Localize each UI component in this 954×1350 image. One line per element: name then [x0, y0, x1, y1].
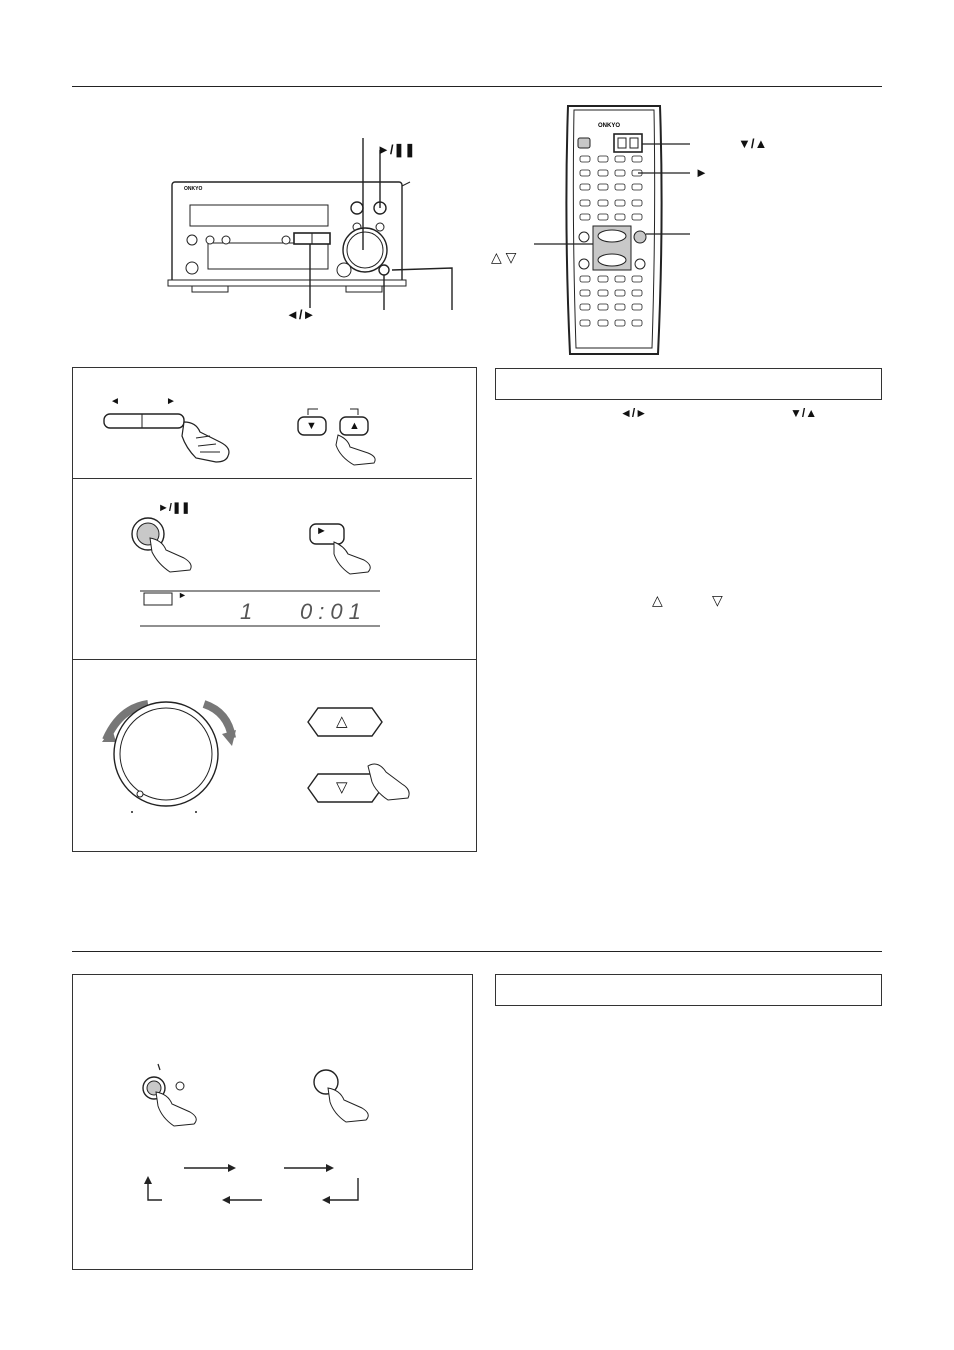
- main-unit-brand: ONKYO: [184, 186, 203, 192]
- top-rule: [72, 86, 882, 87]
- step1-left-symbol: ◄: [110, 396, 120, 407]
- repeat-remote-button: [312, 1066, 392, 1131]
- instructions-header-box: [495, 368, 882, 400]
- repeat-main-button: [138, 1062, 228, 1132]
- instructions-down-outline: ▽: [712, 592, 723, 608]
- display-play-indicator: ►: [178, 590, 187, 600]
- step2-play-pause-button: [128, 514, 208, 574]
- main-unit-illustration: [160, 130, 460, 320]
- step2-remote-play-symbol: ►: [316, 525, 327, 537]
- step-divider-1: [72, 478, 472, 479]
- remote-down-up-label: ▼/▲: [738, 136, 768, 151]
- step2-play-pause-label: ►/❚❚: [158, 502, 191, 514]
- step3-down-symbol: ▽: [336, 779, 348, 796]
- instructions-skip-symbol: ◄/►: [620, 406, 648, 420]
- remote-play-label: ►: [695, 165, 708, 180]
- repeat-cycle-diagram: [140, 1158, 370, 1208]
- main-play-pause-label: ►/❚❚: [377, 142, 416, 157]
- step-divider-2: [72, 659, 477, 660]
- step1-up-symbol: ▲: [349, 420, 360, 432]
- remote-up-down-label: △ ▽: [491, 249, 517, 265]
- remote-illustration: [560, 104, 670, 356]
- main-skip-label: ◄/►: [286, 307, 316, 322]
- step3-up-symbol: △: [336, 713, 348, 730]
- remote-brand: ONKYO: [598, 123, 621, 129]
- section-rule: [72, 951, 882, 952]
- instructions-updown-symbol: ▼/▲: [790, 406, 818, 420]
- step3-updown-buttons: [306, 700, 426, 810]
- step3-jog-dial: [96, 698, 236, 823]
- display-track: 1: [240, 599, 253, 624]
- repeat-header-box: [495, 974, 882, 1006]
- display-time: 0:01: [300, 599, 367, 624]
- repeat-panel: [72, 974, 473, 1270]
- step1-right-symbol: ►: [166, 396, 176, 407]
- step1-updown-buttons: [294, 405, 384, 465]
- step1-down-symbol: ▼: [306, 420, 317, 432]
- instructions-up-outline: △: [652, 592, 663, 608]
